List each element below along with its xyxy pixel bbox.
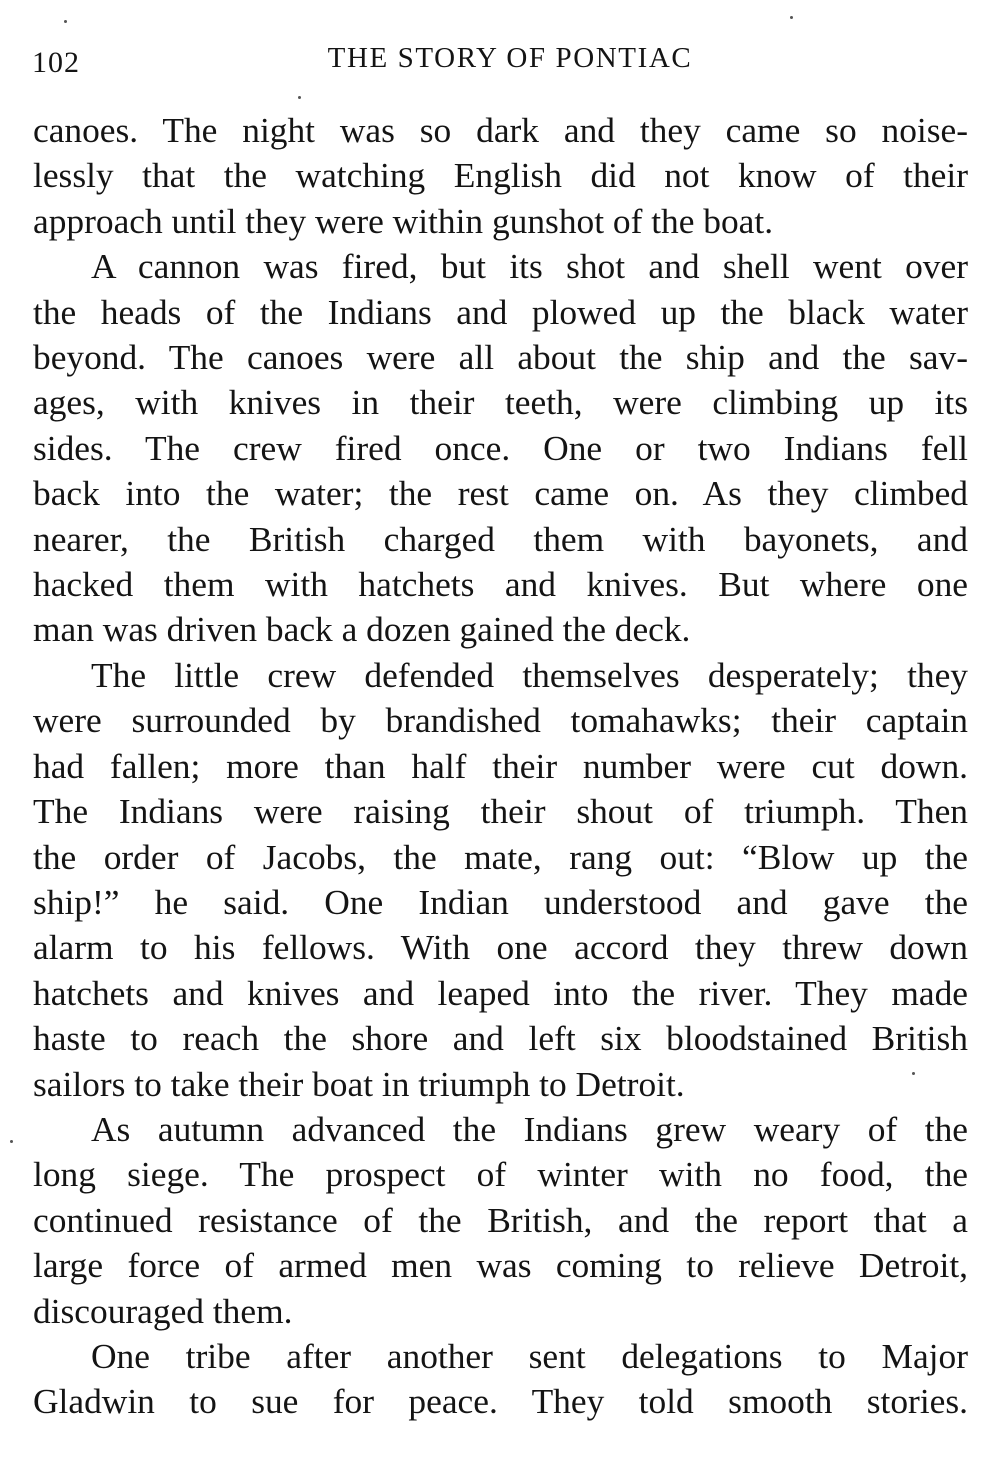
print-speck <box>10 1140 13 1143</box>
text-line: hacked them with hatchets and knives. But where one <box>33 564 968 605</box>
text-line: Gladwin to sue for peace. They told smooth stories. <box>33 1381 968 1422</box>
running-head <box>30 38 970 78</box>
running-title: THE STORY OF PONTIAC <box>327 42 693 74</box>
print-speck <box>64 20 67 23</box>
text-line: ship!” he said. One Indian understood and gave the <box>33 881 968 922</box>
text-line: long siege. The prospect of winter with no food, the <box>33 1154 968 1195</box>
page-number: 102 <box>32 46 80 79</box>
text-line: the order of Jacobs, the mate, rang out: “Blow up the <box>33 836 968 877</box>
text-line: approach until they were within gunshot of the boat. <box>33 200 774 241</box>
text-line: ages, with knives in their teeth, were climbing up its <box>33 382 968 423</box>
text-line: nearer, the British charged them with bayonets, and <box>33 518 968 559</box>
text-line: back into the water; the rest came on. As they climbed <box>33 473 968 514</box>
text-line: lessly that the watching English did not know of their <box>33 155 968 196</box>
text-line: sides. The crew fired once. One or two Indians fell <box>33 427 968 468</box>
print-speck <box>298 96 301 99</box>
paragraph-3 <box>33 653 968 1107</box>
print-speck <box>912 1072 915 1075</box>
text-line: man was driven back a dozen gained the deck. <box>33 609 691 650</box>
body-text <box>33 108 968 1425</box>
text-line: A cannon was fired, but its shot and shell went over <box>91 246 968 287</box>
paragraph-4 <box>33 1107 968 1334</box>
text-line: large force of armed men was coming to relieve Detroit, <box>33 1245 968 1286</box>
text-line: were surrounded by brandished tomahawks; their captain <box>33 700 968 741</box>
paragraph-2 <box>33 244 968 653</box>
print-speck <box>790 16 793 19</box>
text-line: canoes. The night was so dark and they came so noise- <box>33 110 968 150</box>
text-line: beyond. The canoes were all about the ship and the sav- <box>33 337 968 378</box>
text-line: had fallen; more than half their number were cut down. <box>33 745 968 786</box>
text-line: continued resistance of the British, and the report that a <box>33 1199 968 1240</box>
text-line: alarm to his fellows. With one accord they threw down <box>33 927 968 968</box>
text-line: One tribe after another sent delegations to Major <box>91 1335 968 1376</box>
text-line: The little crew defended themselves desperately; they <box>91 654 968 695</box>
text-line: sailors to take their boat in triumph to Detroit. <box>33 1063 685 1104</box>
text-line: discouraged them. <box>33 1290 293 1331</box>
text-line: As autumn advanced the Indians grew weary of the <box>91 1108 968 1149</box>
text-line: haste to reach the shore and left six bloodstained British <box>33 1018 968 1059</box>
text-line: The Indians were raising their shout of triumph. Then <box>33 791 968 832</box>
paragraph-1 <box>33 108 968 244</box>
text-line: hatchets and knives and leaped into the river. They made <box>33 972 968 1013</box>
text-line: the heads of the Indians and plowed up the black water <box>33 291 968 332</box>
paragraph-5 <box>33 1334 968 1425</box>
